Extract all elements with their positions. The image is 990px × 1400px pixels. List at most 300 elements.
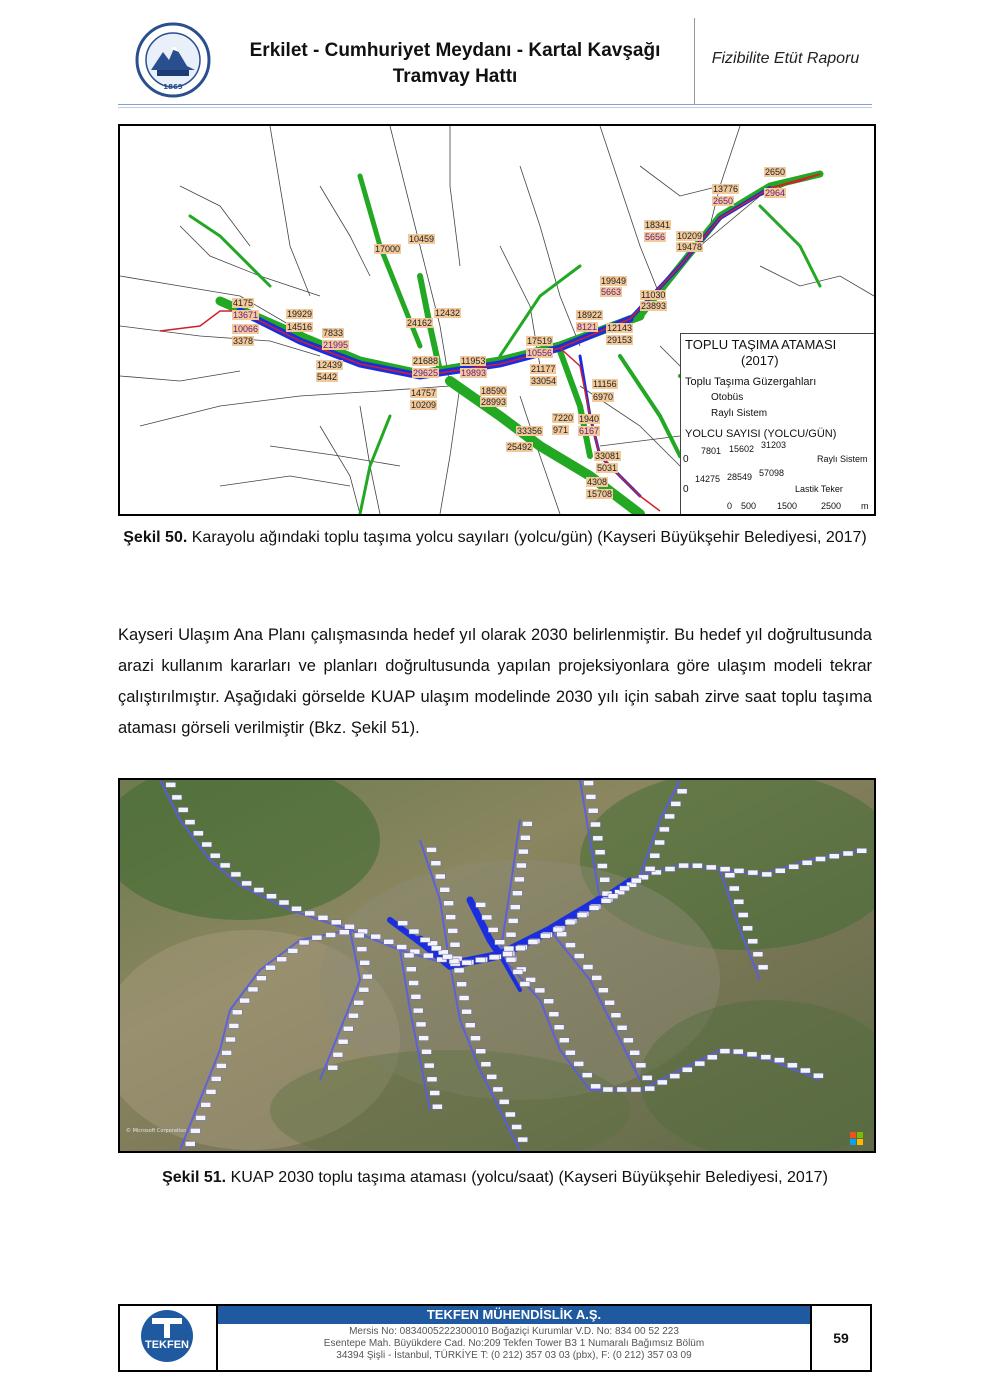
flow-label-box xyxy=(210,853,220,858)
flow-label-box xyxy=(520,982,530,987)
flow-label-box xyxy=(557,932,567,937)
volume-label: 11030 xyxy=(641,290,666,300)
volume-label: 12432 xyxy=(435,308,461,318)
flow-label-box xyxy=(444,901,454,906)
flow-label-box xyxy=(598,988,608,993)
flow-label-box xyxy=(544,999,554,1004)
flow-label-box xyxy=(267,894,277,899)
tekfen-logo-icon xyxy=(120,1306,214,1366)
volume-label: 17000 xyxy=(375,244,401,254)
volume-label: 14516 xyxy=(287,322,313,332)
flow-label-box xyxy=(354,933,364,938)
svg-text:1869: 1869 xyxy=(163,83,183,91)
flow-label-box xyxy=(829,854,839,859)
volume-label: 10459 xyxy=(409,234,435,244)
volume-label: 3378 xyxy=(233,336,254,346)
flow-label-box xyxy=(371,934,381,939)
flow-label-box xyxy=(435,874,445,879)
flow-label-box xyxy=(577,913,587,918)
scale-tick: 500 xyxy=(741,501,757,511)
volume-label: 5031 xyxy=(597,463,618,473)
flow-label-box xyxy=(743,926,753,931)
flow-label-box xyxy=(787,1063,797,1068)
flow-label-box xyxy=(603,1087,613,1092)
volume-label: 24162 xyxy=(407,318,433,328)
legend-bus: Otobüs xyxy=(711,392,744,403)
volume-label: 17519 xyxy=(527,336,553,346)
flow-label-box xyxy=(476,958,486,963)
flow-label-box xyxy=(682,1067,692,1072)
flow-label-box xyxy=(422,1049,432,1054)
flow-label-box xyxy=(589,905,599,910)
flow-label-box xyxy=(413,1008,423,1013)
flow-label-box xyxy=(734,868,744,873)
flow-label-box xyxy=(565,920,575,925)
flow-label-box xyxy=(423,953,433,958)
flow-label-box xyxy=(582,1073,592,1078)
flow-label-box xyxy=(720,867,730,872)
flow-label-box xyxy=(758,965,768,970)
report-type: Fizibilite Etüt Raporu xyxy=(711,50,860,67)
volume-label: 28993 xyxy=(481,397,507,407)
flow-label-box xyxy=(522,821,532,826)
flow-label-box xyxy=(409,981,419,986)
flow-label-box xyxy=(608,894,618,899)
flow-label-box xyxy=(631,1087,641,1092)
flow-label-box xyxy=(196,1115,206,1120)
flow-label-box xyxy=(725,873,735,878)
flow-label-box xyxy=(738,913,748,918)
flow-label-box xyxy=(254,888,264,893)
flow-label-box xyxy=(645,866,655,871)
flow-label-box xyxy=(488,927,498,932)
flow-label-box xyxy=(503,951,513,956)
rail-volume-label: 13671 xyxy=(233,310,259,320)
legend-rail-value: 15602 xyxy=(729,444,755,454)
svg-text:© Microsoft Corporation: © Microsoft Corporation xyxy=(126,1128,187,1134)
flow-label-box xyxy=(601,898,611,903)
flow-label-box xyxy=(583,965,593,970)
flow-label-box xyxy=(190,1128,200,1133)
flow-label-box xyxy=(513,969,523,974)
volume-label: 1940 xyxy=(579,414,600,424)
flow-label-box xyxy=(211,1076,221,1081)
volume-label: 23893 xyxy=(641,301,667,311)
legend-rail: Raylı Sistem xyxy=(711,408,768,419)
flow-label-box xyxy=(631,878,641,883)
flow-label-box xyxy=(338,1039,348,1044)
flow-label-box xyxy=(430,1091,440,1096)
flow-label-box xyxy=(354,1000,364,1005)
flow-label-box xyxy=(343,1026,353,1031)
legend-title-year: (2017) xyxy=(741,353,779,368)
flow-label-box xyxy=(216,1063,226,1068)
flow-label-box xyxy=(471,1036,481,1041)
flow-label-box xyxy=(843,851,853,856)
flow-label-box xyxy=(695,1061,705,1066)
flow-label-box xyxy=(541,933,551,938)
flow-label-box xyxy=(802,860,812,865)
flow-label-box xyxy=(232,1010,242,1015)
flow-label-box xyxy=(326,933,336,938)
volume-label: 25492 xyxy=(507,442,533,452)
volume-label: 18341 xyxy=(645,220,671,230)
flow-label-box xyxy=(761,1055,771,1060)
flow-label-box xyxy=(597,864,607,869)
flow-label-box xyxy=(504,946,514,951)
flow-label-box xyxy=(506,932,516,937)
flow-label-box xyxy=(748,870,758,875)
rail-volume-label: 2650 xyxy=(713,196,734,206)
flow-label-box xyxy=(553,927,563,932)
flow-label-box xyxy=(734,899,744,904)
volume-label: 18590 xyxy=(481,386,507,396)
flow-label-box xyxy=(449,959,459,964)
page-footer xyxy=(118,1304,872,1372)
volume-label: 21688 xyxy=(413,356,439,366)
flow-label-box xyxy=(518,1137,528,1142)
legend-rail-value: 31203 xyxy=(761,440,787,450)
figure-50-transit-map xyxy=(118,124,876,516)
flow-label-box xyxy=(409,929,419,934)
flow-label-box xyxy=(617,1087,627,1092)
rail-volume-label: 2964 xyxy=(765,188,786,198)
flow-label-box xyxy=(671,801,681,806)
flow-label-box xyxy=(481,1062,491,1067)
flow-label-box xyxy=(775,868,785,873)
scale-tick: 0 xyxy=(727,501,733,511)
rail-volume-label: 21995 xyxy=(323,340,349,350)
volume-label: 6970 xyxy=(593,392,614,402)
volume-label: 12143 xyxy=(607,323,633,333)
flow-label-box xyxy=(611,1013,621,1018)
flow-label-box xyxy=(201,1102,211,1107)
flow-label-box xyxy=(565,1050,575,1055)
rail-volume-label: 10066 xyxy=(233,324,259,334)
caption-text: Karayolu ağındaki toplu taşıma yolcu sayıları (yolcu/gün) (Kayseri Büyükşehir Belediyesi, 2017) xyxy=(191,529,867,546)
kayseri-municipality-logo xyxy=(135,22,211,98)
flow-label-box xyxy=(670,1074,680,1079)
flow-label-box xyxy=(591,1084,601,1089)
flow-label-box xyxy=(476,1049,486,1054)
legend-title: TOPLU TAŞIMA ATAMASI xyxy=(685,337,837,352)
figure-51-satellite-map xyxy=(118,778,876,1153)
flow-label-box xyxy=(454,968,464,973)
flow-label-box xyxy=(431,946,441,951)
flow-label-box xyxy=(299,940,309,945)
flow-label-box xyxy=(593,836,603,841)
tekfen-logo xyxy=(120,1306,218,1370)
flow-label-box xyxy=(406,967,416,972)
map-legend xyxy=(680,333,876,515)
flow-label-box xyxy=(279,900,289,905)
svg-text:TEKFEN: TEKFEN xyxy=(145,1339,189,1351)
flow-label-box xyxy=(574,1061,584,1066)
volume-label: 18922 xyxy=(577,310,603,320)
flow-label-box xyxy=(431,861,441,866)
address-line: 34394 Şişli - İstanbul, TÜRKİYE T: (0 212) 357 03 03 (pbx), F: (0 212) 357 03 09 xyxy=(336,1350,692,1361)
address-line: Esentepe Mah. Büyükdere Cad. No:209 Tekfen Tower B3 1 Numaralı Bağımsız Bölüm xyxy=(323,1338,705,1349)
title-line-2: Tramvay Hattı xyxy=(392,66,518,87)
flow-label-box xyxy=(266,965,276,970)
flow-label-box xyxy=(630,1050,640,1055)
flow-label-box xyxy=(584,781,594,786)
caption-text: KUAP 2030 toplu taşıma ataması (yolcu/saat) (Kayseri Büyükşehir Belediyesi, 2017) xyxy=(230,1169,828,1186)
rail-volume-label: 6167 xyxy=(579,426,600,436)
flow-label-box xyxy=(516,946,526,951)
flow-label-box xyxy=(495,940,505,945)
figure-51-caption xyxy=(118,1164,872,1192)
flow-label-box xyxy=(398,921,408,926)
flow-label-box xyxy=(359,987,369,992)
company-address xyxy=(218,1324,810,1362)
legend-rail-value: 7801 xyxy=(701,446,722,456)
legend-tire-value: 14275 xyxy=(695,474,721,484)
document-title xyxy=(220,38,690,90)
flow-label-box xyxy=(318,915,328,920)
title-line-1: Erkilet - Cumhuriyet Meydanı - Kartal Kavşağı xyxy=(249,40,661,61)
flow-label-box xyxy=(360,960,370,965)
flow-label-box xyxy=(617,1025,627,1030)
volume-label: 11156 xyxy=(593,379,617,389)
legend-tire-value: 28549 xyxy=(727,472,753,482)
legend-tire-label: Lastik Teker xyxy=(795,484,843,494)
flow-label-box xyxy=(443,954,453,959)
rail-volume-label: 5656 xyxy=(645,232,666,242)
flow-label-box xyxy=(226,1037,236,1042)
volume-label: 19478 xyxy=(677,242,703,252)
volume-label: 14757 xyxy=(411,388,437,398)
flow-label-box xyxy=(535,988,545,993)
volume-label: 15708 xyxy=(587,489,613,499)
flow-label-box xyxy=(729,886,739,891)
volume-label: 10209 xyxy=(411,400,437,410)
flow-label-box xyxy=(655,840,665,845)
flow-label-box xyxy=(242,881,252,886)
flow-label-box xyxy=(679,863,689,868)
flow-label-box xyxy=(600,877,610,882)
volume-label: 21177 xyxy=(531,364,556,374)
flow-label-box xyxy=(813,1073,823,1078)
flow-label-box xyxy=(512,891,522,896)
flow-label-box xyxy=(753,952,763,957)
legend-zero: 0 xyxy=(683,484,689,495)
flow-label-box xyxy=(588,808,598,813)
volume-label: 4308 xyxy=(587,477,608,487)
rail-volume-label: 5663 xyxy=(601,287,622,297)
flow-label-box xyxy=(448,928,458,933)
flow-label-box xyxy=(465,1023,475,1028)
legend-routes-heading: Toplu Taşıma Güzergahları xyxy=(685,376,817,388)
flow-label-box xyxy=(707,1055,717,1060)
flow-label-box xyxy=(193,831,203,836)
flow-label-box xyxy=(554,1025,564,1030)
flow-label-box xyxy=(620,886,630,891)
flow-label-box xyxy=(345,924,355,929)
flow-label-box xyxy=(446,915,456,920)
flow-label-box xyxy=(462,1009,472,1014)
flow-label-box xyxy=(420,937,430,942)
flow-label-box xyxy=(362,974,372,979)
flow-label-box xyxy=(506,957,516,962)
flow-label-box xyxy=(482,915,492,920)
volume-label: 12439 xyxy=(317,360,343,370)
flow-label-box xyxy=(424,1063,434,1068)
flow-label-box xyxy=(762,872,772,877)
flow-label-box xyxy=(659,827,669,832)
flow-label-box xyxy=(816,857,826,862)
scale-tick: 2500 xyxy=(821,501,842,511)
flow-label-box xyxy=(339,930,349,935)
rail-volume-label: 19893 xyxy=(461,368,487,378)
flow-label-box xyxy=(559,1038,569,1043)
flow-label-box xyxy=(493,1087,503,1092)
flow-label-box xyxy=(508,918,518,923)
volume-label: 33081 xyxy=(595,451,621,461)
flow-label-box xyxy=(595,850,605,855)
flow-label-box xyxy=(520,835,530,840)
flow-label-box xyxy=(642,1075,652,1080)
flow-label-box xyxy=(185,1141,195,1146)
flow-label-box xyxy=(357,947,367,952)
flow-label-box xyxy=(774,1058,784,1063)
flow-label-box xyxy=(566,943,576,948)
flow-label-box xyxy=(384,939,394,944)
header-rule xyxy=(118,104,872,105)
flow-label-box xyxy=(499,1099,509,1104)
flow-label-box xyxy=(665,867,675,872)
flow-label-box xyxy=(404,953,414,958)
flow-label-box xyxy=(349,1013,359,1018)
flow-label-box xyxy=(623,1038,633,1043)
flow-label-box xyxy=(489,955,499,960)
flow-label-box xyxy=(487,1074,497,1079)
flow-label-box xyxy=(592,975,602,980)
flow-label-box xyxy=(419,1036,429,1041)
volume-label: 7220 xyxy=(553,413,574,423)
header-rule-2 xyxy=(118,107,872,108)
flow-label-box xyxy=(328,1065,338,1070)
flow-label-box xyxy=(288,948,298,953)
flow-label-box xyxy=(292,906,302,911)
volume-label: 2650 xyxy=(765,167,786,177)
body-paragraph: Kayseri Ulaşım Ana Planı çalışmasında hedef yıl olarak 2030 belirlenmiştir. Bu hedef yıl doğrultusunda arazi kullanım kararları ve planları doğrultusunda yapılan projeksiyonlara göre ulaşım modeli tekrar çalıştırılmıştır. Aşağıdaki görselde KUAP ulaşım modelinde 2030 yılı için sabah zirve saat toplu taşıma ataması görseli verilmiştir (Bkz. Şekil 51). xyxy=(118,626,872,737)
flow-label-box xyxy=(222,1050,232,1055)
company-name: TEKFEN MÜHENDİSLİK A.Ş. xyxy=(218,1306,810,1324)
flow-label-box xyxy=(857,848,867,853)
volume-label: 971 xyxy=(553,425,569,435)
flow-label-box xyxy=(636,1063,646,1068)
flow-label-box xyxy=(248,987,258,992)
flow-label-box xyxy=(202,842,212,847)
flow-label-box xyxy=(677,789,687,794)
volume-label: 11953 xyxy=(461,356,486,366)
flow-label-box xyxy=(206,1089,216,1094)
flow-label-box xyxy=(476,902,486,907)
volume-label: 7833 xyxy=(323,328,344,338)
flow-label-box xyxy=(185,820,195,825)
flow-label-box xyxy=(512,1125,522,1130)
flow-label-box xyxy=(432,1104,442,1109)
flow-label-box xyxy=(229,1023,239,1028)
volume-label: 29153 xyxy=(607,335,633,345)
rail-volume-label: 10556 xyxy=(527,348,553,358)
flow-label-box xyxy=(528,940,538,945)
caption-number: Şekil 50. xyxy=(123,529,188,546)
volume-label: 19929 xyxy=(287,309,313,319)
volume-label: 13776 xyxy=(713,184,739,194)
legend-tire-value: 57098 xyxy=(759,468,785,478)
volume-label: 19949 xyxy=(601,276,627,286)
flow-label-box xyxy=(231,872,241,877)
flow-label-box xyxy=(256,976,266,981)
flow-label-box xyxy=(645,1086,655,1091)
flow-label-box xyxy=(514,877,524,882)
flow-label-box xyxy=(789,864,799,869)
company-info xyxy=(218,1306,810,1370)
flow-label-box xyxy=(172,795,182,800)
flow-label-box xyxy=(733,1049,743,1054)
scale-tick: 1500 xyxy=(777,501,798,511)
volume-label: 33356 xyxy=(517,426,543,436)
flow-label-box xyxy=(411,994,421,999)
flow-label-box xyxy=(459,996,469,1001)
flow-label-box xyxy=(706,865,716,870)
figure-50-caption xyxy=(118,524,872,552)
volume-label: 10209 xyxy=(677,231,703,241)
flow-label-box xyxy=(692,863,702,868)
legend-zero: 0 xyxy=(683,454,689,465)
flow-label-box xyxy=(505,1112,515,1117)
flow-label-box xyxy=(305,911,315,916)
flow-label-box xyxy=(333,1052,343,1057)
scale-unit: m xyxy=(861,501,869,511)
rail-volume-label: 8121 xyxy=(577,322,598,332)
flow-label-box xyxy=(277,957,287,962)
flow-label-box xyxy=(586,794,596,799)
flow-label-box xyxy=(747,1052,757,1057)
volume-label: 33054 xyxy=(531,376,557,386)
flow-label-box xyxy=(800,1068,810,1073)
flow-label-box xyxy=(427,847,437,852)
satellite-assignment-map xyxy=(120,780,874,1151)
flow-label-box xyxy=(591,822,601,827)
flow-label-box xyxy=(549,1012,559,1017)
page-number: 59 xyxy=(810,1306,870,1370)
flow-label-box xyxy=(657,1080,667,1085)
volume-label: 4175 xyxy=(233,298,254,308)
rail-volume-label: 29625 xyxy=(413,368,439,378)
flow-label-box xyxy=(605,1000,615,1005)
flow-label-box xyxy=(665,814,675,819)
caption-number: Şekil 51. xyxy=(162,1169,227,1186)
flow-label-box xyxy=(720,1049,730,1054)
flow-label-box xyxy=(220,863,230,868)
flow-label-box xyxy=(457,982,467,987)
flow-label-box xyxy=(440,887,450,892)
flow-label-box xyxy=(510,905,520,910)
flow-label-box xyxy=(331,920,341,925)
flow-label-box xyxy=(518,849,528,854)
flow-label-box xyxy=(397,945,407,950)
flow-label-box xyxy=(650,853,660,858)
flow-label-box xyxy=(166,782,176,787)
flow-label-box xyxy=(416,1022,426,1027)
flow-label-box xyxy=(427,1077,437,1082)
volume-label: 5442 xyxy=(317,372,338,382)
flow-label-box xyxy=(178,807,188,812)
flow-label-box xyxy=(312,935,322,940)
